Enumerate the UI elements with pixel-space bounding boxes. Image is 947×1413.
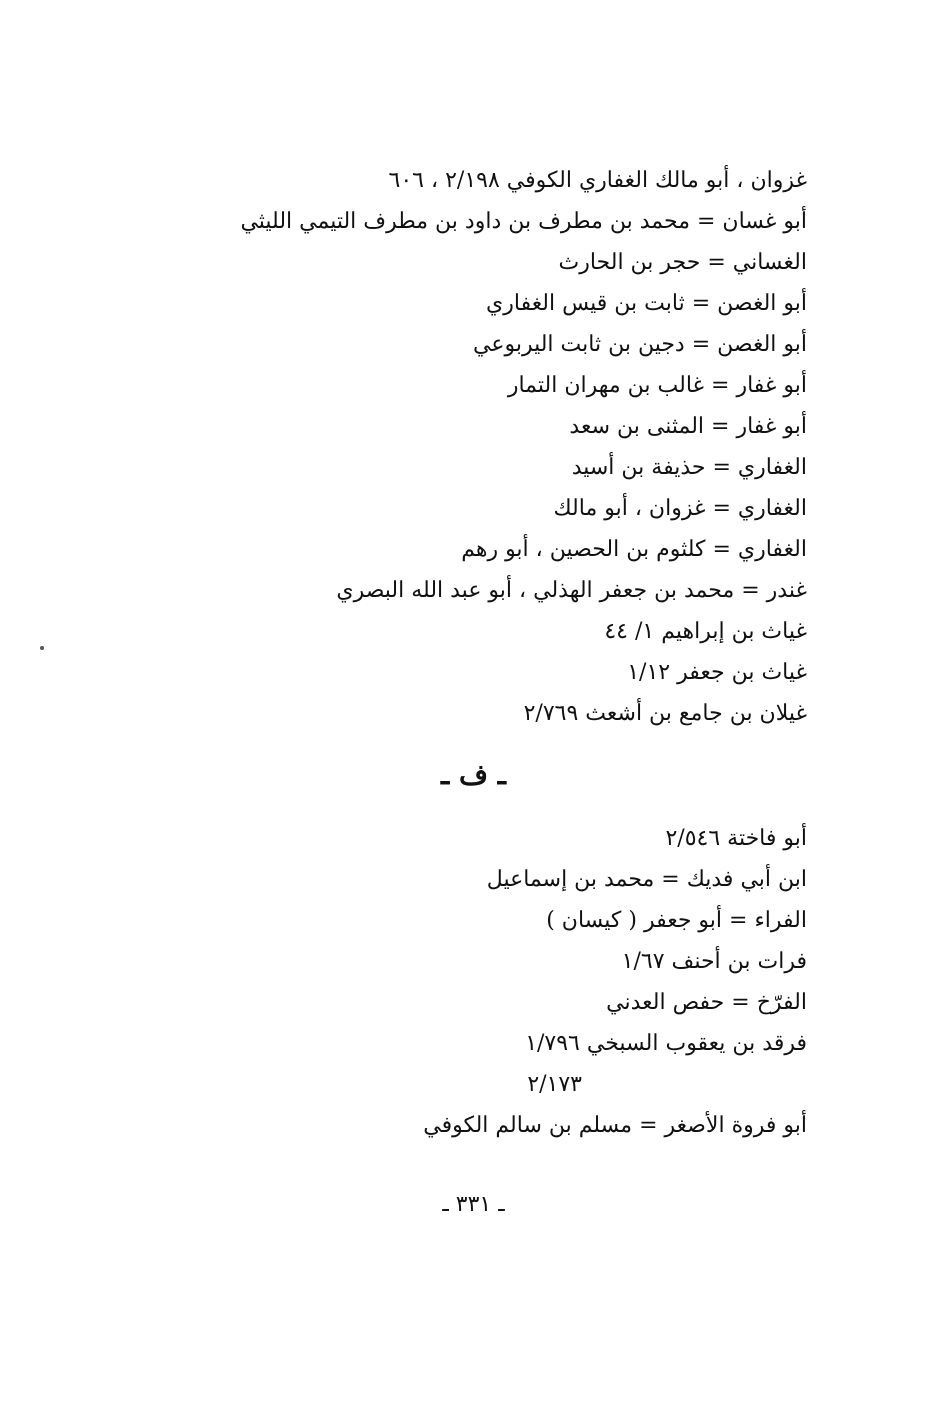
index-entry: الفرّخ = حفص العدني — [606, 990, 807, 1015]
section-heading-fa: ـ ف ـ — [441, 758, 506, 791]
index-entry: الفراء = أبو جعفر ( كيسان ) — [546, 908, 807, 933]
index-entry: أبو غفار = غالب بن مهران التمار — [507, 373, 807, 398]
index-block-fa — [247, 818, 807, 1146]
index-entry: فرقد بن يعقوب السبخي ١/٧٩٦ — [525, 1031, 807, 1056]
index-entry: أبو فاختة ٢/٥٤٦ — [665, 826, 807, 851]
scan-speck — [40, 646, 44, 650]
index-entry: أبو فروة الأصغر = مسلم بن سالم الكوفي — [423, 1113, 807, 1138]
page-number: ـ ٣٣١ ـ — [442, 1192, 505, 1217]
index-entry: أبو الغصن = دجين بن ثابت اليربوعي — [473, 332, 807, 357]
index-entry: الغساني = حجر بن الحارث — [558, 250, 807, 275]
index-entry: الغفاري = كلثوم بن الحصين ، أبو رهم — [461, 537, 807, 562]
index-entry: ابن أبي فديك = محمد بن إسماعيل — [486, 867, 807, 892]
index-entry: أبو غسان = محمد بن مطرف بن داود بن مطرف التيمي الليثي — [240, 209, 807, 234]
index-block-ghain — [240, 160, 807, 734]
index-entry: غياث بن إبراهيم ١/ ٤٤ — [604, 619, 807, 644]
index-entry: غيلان بن جامع بن أشعث ٢/٧٦٩ — [523, 701, 807, 726]
index-entry: غياث بن جعفر ١/١٢ — [627, 660, 807, 685]
index-entry: أبو الغصن = ثابت بن قيس الغفاري — [486, 291, 807, 316]
index-entry: الغفاري = حذيفة بن أسيد — [571, 455, 807, 480]
index-entry: أبو غفار = المثنى بن سعد — [569, 414, 807, 439]
index-entry: غزوان ، أبو مالك الغفاري الكوفي ٢/١٩٨ ، ٦٠٦ — [388, 168, 807, 193]
index-entry: غندر = محمد بن جعفر الهذلي ، أبو عبد الله البصري — [336, 578, 807, 603]
index-entry: الغفاري = غزوان ، أبو مالك — [553, 496, 807, 521]
index-entry-continuation: ٢/١٧٣ — [527, 1072, 582, 1097]
index-entry: فرات بن أحنف ١/٦٧ — [621, 949, 807, 974]
